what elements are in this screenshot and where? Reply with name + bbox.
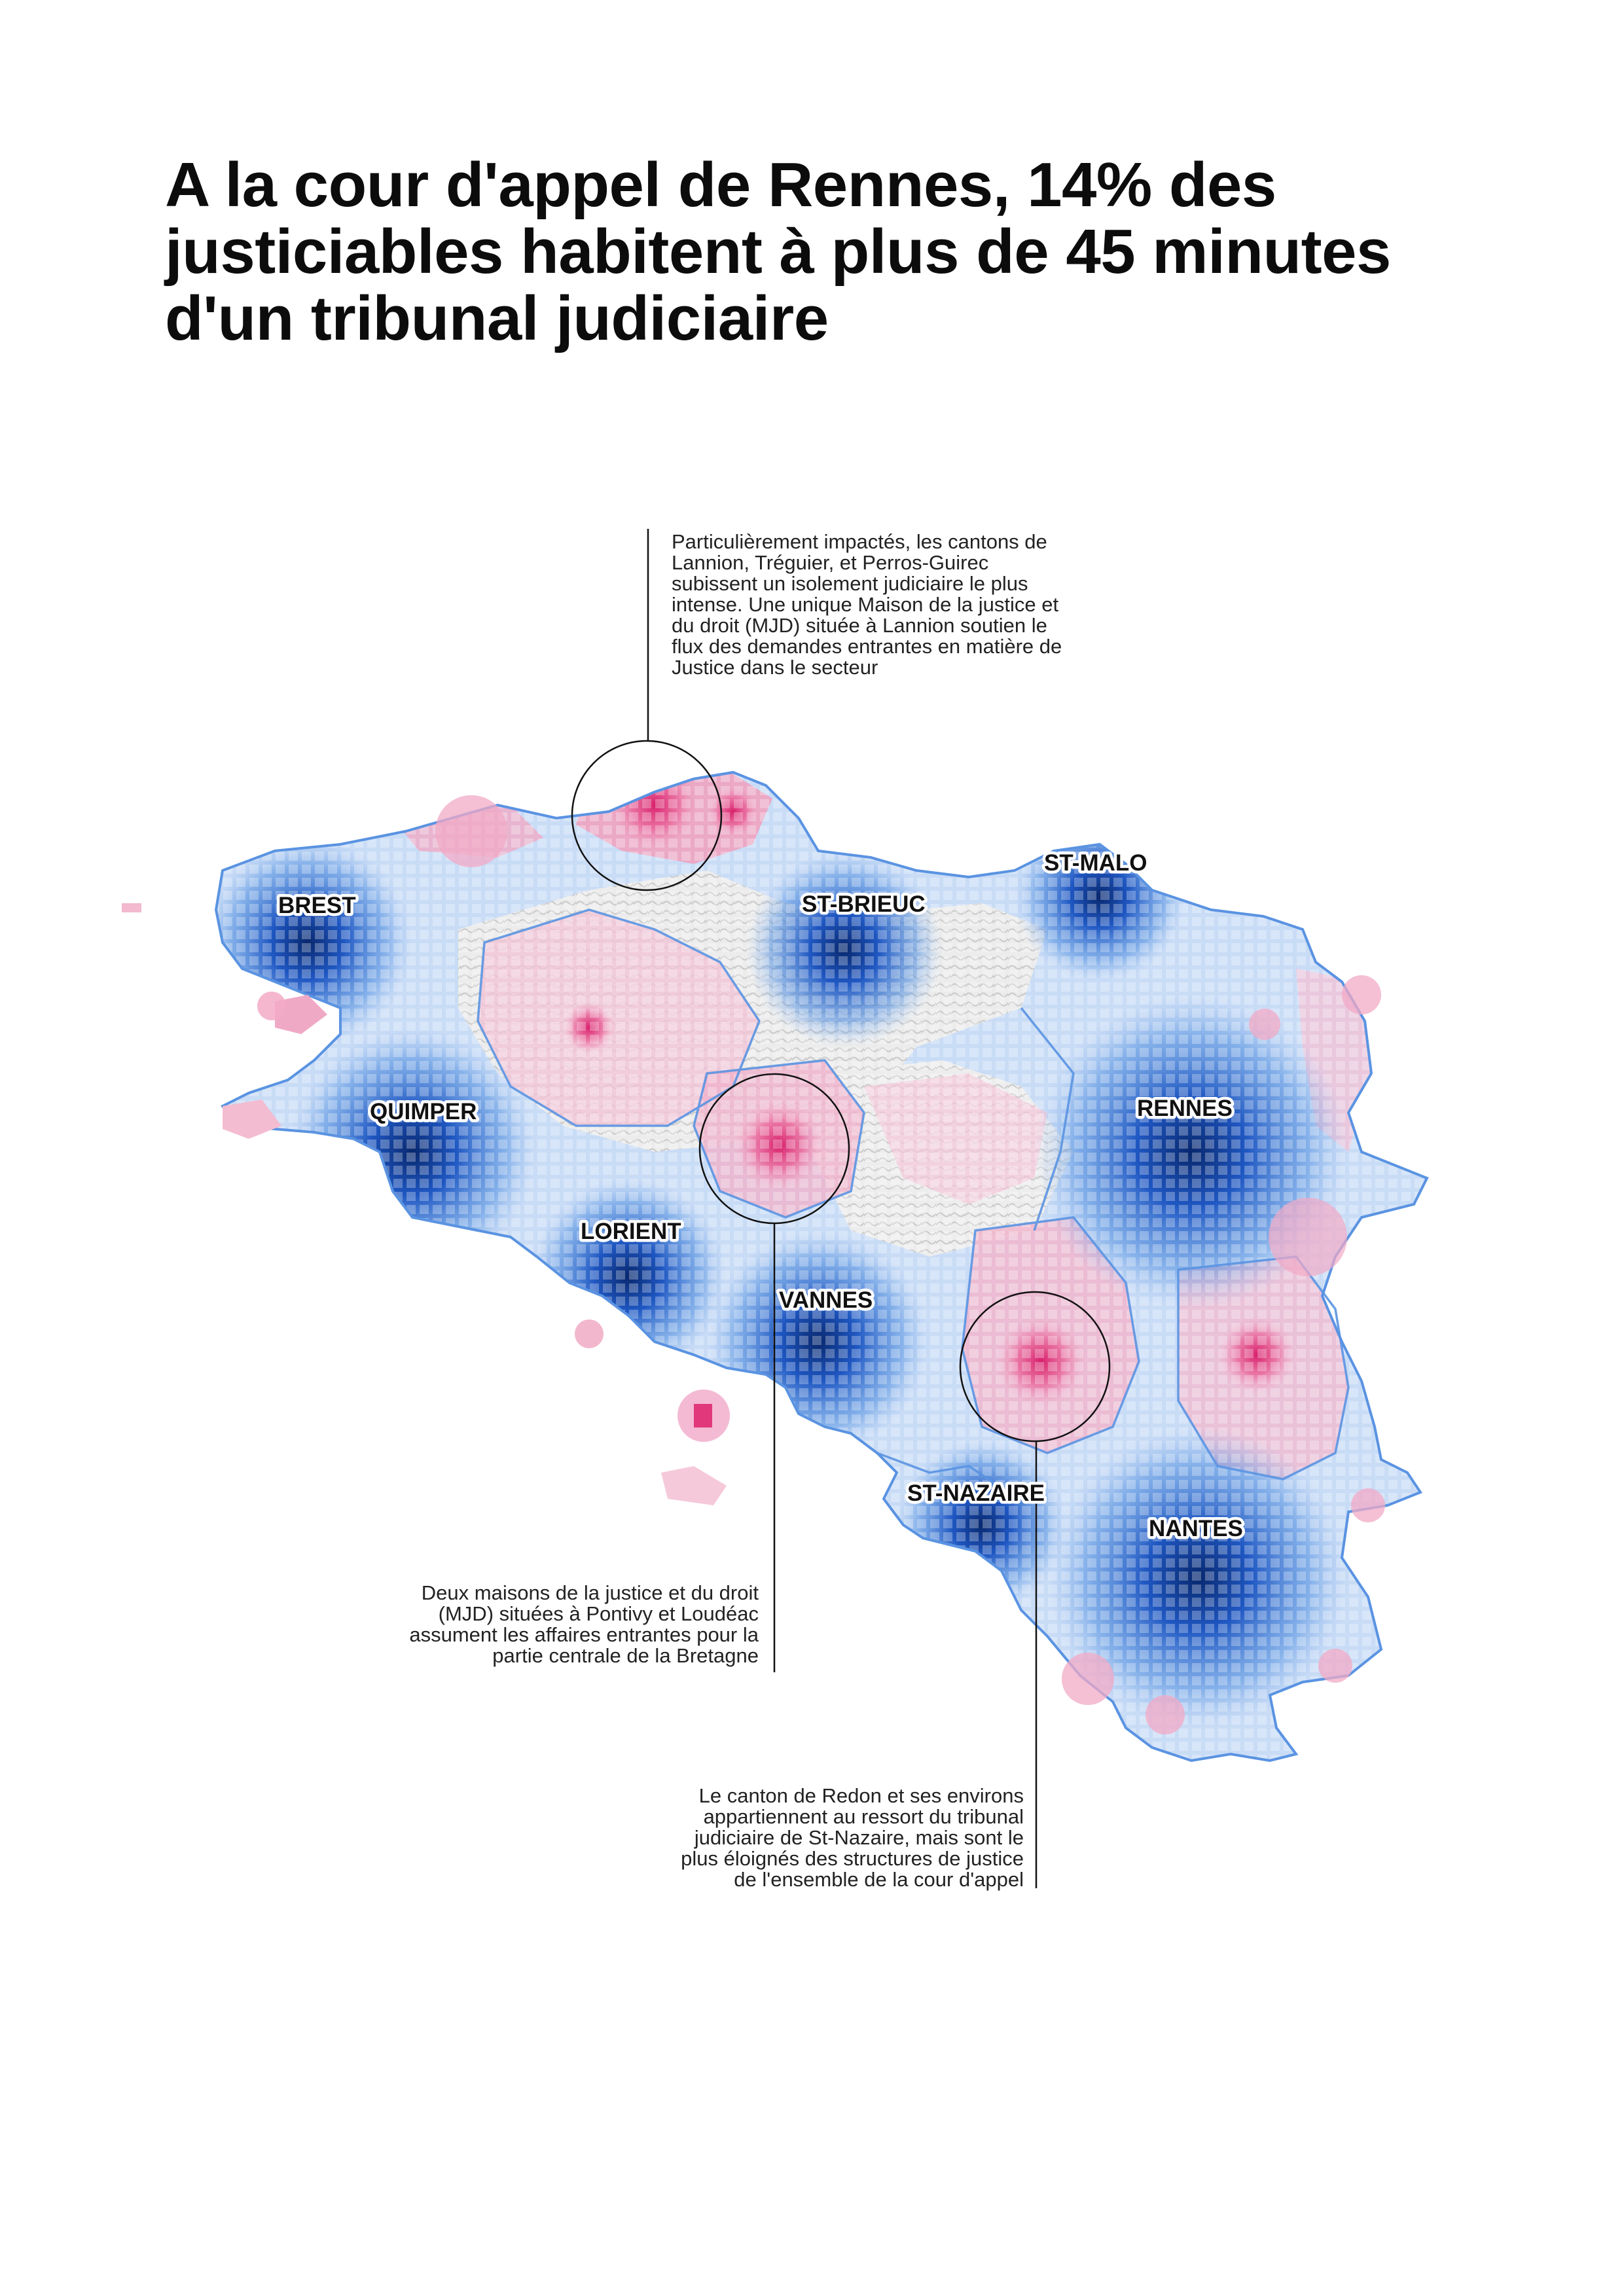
title-line: justiciables habitent à plus de 45 minutes [165, 217, 1391, 287]
annotation-line: appartiennent au ressort du tribunal [703, 1805, 1024, 1828]
annotation-line: Justice dans le secteur [672, 656, 878, 679]
annotation-line: intense. Une unique Maison de la justice et [672, 593, 1059, 616]
annotation-line: Particulièrement impactés, les cantons de [672, 530, 1047, 553]
city-label-st-brieuc: ST-BRIEUC [802, 891, 926, 917]
city-label-rennes: RENNES [1137, 1096, 1233, 1121]
city-label-st-malo: ST-MALO [1044, 850, 1147, 876]
annotation-line: Deux maisons de la justice et du droit [421, 1581, 759, 1604]
city-label-quimper: QUIMPER [370, 1099, 477, 1124]
annotation-line: Lannion, Tréguier, et Perros-Guirec [672, 551, 989, 574]
annotation-line: Le canton de Redon et ses environs [698, 1784, 1024, 1807]
annotation-line: assument les affaires entrantes pour la [409, 1623, 759, 1646]
annotation-line: judiciaire de St-Nazaire, mais sont le [694, 1826, 1024, 1849]
title-line: d'un tribunal judiciaire [165, 283, 829, 353]
annotation-line: flux des demandes entrantes en matière de [672, 635, 1062, 658]
annotation-lannion [672, 531, 1062, 678]
city-label-nantes: NANTES [1149, 1516, 1243, 1541]
annotation-line: subissent un isolement judiciaire le plus [672, 572, 1028, 595]
annotation-line: partie centrale de la Bretagne [492, 1644, 759, 1667]
annotation-line: du droit (MJD) située à Lannion soutien le [672, 614, 1047, 637]
city-label-brest: BREST [278, 893, 356, 918]
annotation-line: (MJD) situées à Pontivy et Loudéac [438, 1602, 759, 1625]
annotation-pontivy-loudeac [409, 1583, 759, 1666]
city-label-lorient: LORIENT [581, 1219, 681, 1244]
annotation-line: plus éloignés des structures de justice [681, 1847, 1024, 1870]
city-label-vannes: VANNES [779, 1287, 873, 1313]
annotation-line: de l'ensemble de la cour d'appel [734, 1868, 1024, 1891]
city-label-st-nazaire: ST-NAZAIRE [907, 1480, 1045, 1506]
annotation-redon [681, 1785, 1024, 1890]
title-line: A la cour d'appel de Rennes, 14% des [165, 150, 1276, 220]
